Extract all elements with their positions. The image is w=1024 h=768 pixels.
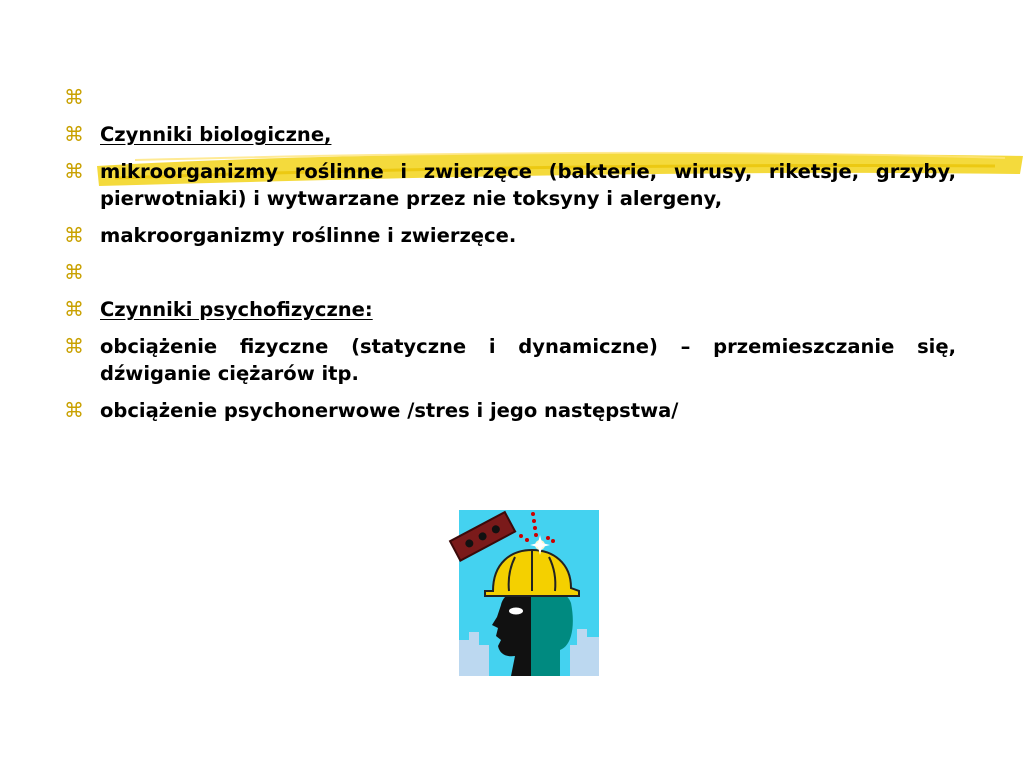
heading-psychophysical <box>64 296 956 323</box>
z-bullet-icon: ⌘ <box>64 159 84 183</box>
bullet-empty-2 <box>64 259 956 286</box>
z-bullet-icon: ⌘ <box>64 260 84 284</box>
z-bullet-icon: ⌘ <box>64 85 84 109</box>
bullet-text: obciążenie fizyczne (statyczne i dynamiczne) – przemieszczanie się, dźwiganie ciężarów itp. <box>100 335 956 385</box>
heading-text: Czynniki biologiczne, <box>100 123 332 146</box>
bullet-microorganisms <box>64 158 956 212</box>
bullet-text: mikroorganizmy roślinne i zwierzęce (bakterie, wirusy, riketsje, grzyby, pierwotniaki) i wytwarzane przez nie toksyny i alergeny, <box>100 160 956 210</box>
z-bullet-icon: ⌘ <box>64 122 84 146</box>
z-bullet-icon: ⌘ <box>64 223 84 247</box>
heading-text: Czynniki psychofizyczne: <box>100 298 373 321</box>
bullet-list <box>64 84 956 434</box>
bullet-empty-1 <box>64 84 956 111</box>
falling-brick-hardhat-icon <box>445 505 605 681</box>
bullet-macroorganisms <box>64 222 956 249</box>
bullet-text: obciążenie psychonerwowe /stres i jego następstwa/ <box>100 399 679 422</box>
z-bullet-icon: ⌘ <box>64 297 84 321</box>
z-bullet-icon: ⌘ <box>64 398 84 422</box>
bullet-psychonervous-load <box>64 397 956 424</box>
z-bullet-icon: ⌘ <box>64 334 84 358</box>
bullet-text: makroorganizmy roślinne i zwierzęce. <box>100 224 517 247</box>
bullet-text <box>100 261 107 284</box>
bullet-text <box>100 86 107 109</box>
bullet-physical-load <box>64 333 956 387</box>
heading-biological <box>64 121 956 148</box>
